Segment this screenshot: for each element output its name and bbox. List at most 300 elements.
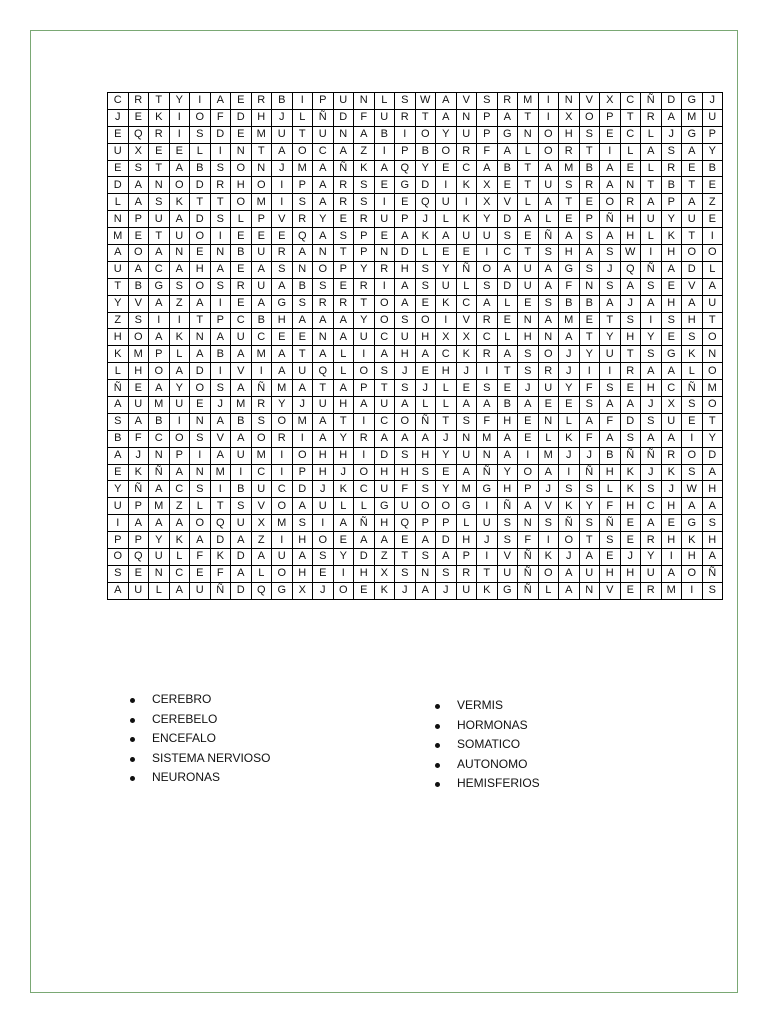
grid-cell: A [497, 346, 518, 363]
grid-cell: L [702, 261, 723, 278]
grid-cell: E [559, 397, 580, 414]
grid-cell: U [374, 211, 395, 228]
grid-cell: J [661, 126, 682, 143]
grid-cell: A [231, 380, 252, 397]
grid-cell: G [497, 126, 518, 143]
grid-cell: G [682, 93, 703, 110]
grid-cell: N [477, 447, 498, 464]
grid-cell: A [210, 413, 231, 430]
grid-cell: A [251, 261, 272, 278]
grid-cell: N [354, 93, 375, 110]
grid-cell: E [231, 261, 252, 278]
grid-cell: N [190, 329, 211, 346]
grid-cell: N [620, 177, 641, 194]
grid-cell: A [702, 464, 723, 481]
grid-cell: C [169, 565, 190, 582]
grid-cell: A [395, 430, 416, 447]
grid-cell: O [272, 565, 293, 582]
grid-cell: Y [661, 211, 682, 228]
grid-cell: B [128, 278, 149, 295]
grid-cell: S [108, 413, 129, 430]
grid-cell: S [415, 261, 436, 278]
grid-cell: L [436, 397, 457, 414]
grid-cell: B [374, 126, 395, 143]
grid-cell: Ñ [538, 228, 559, 245]
grid-cell: S [497, 228, 518, 245]
grid-cell: T [497, 363, 518, 380]
grid-cell: O [559, 532, 580, 549]
grid-cell: E [149, 143, 170, 160]
grid-cell: I [477, 498, 498, 515]
grid-cell: S [190, 481, 211, 498]
grid-cell: S [333, 228, 354, 245]
grid-cell: H [333, 397, 354, 414]
grid-cell: I [210, 228, 231, 245]
grid-row [108, 228, 723, 245]
grid-cell: I [272, 532, 293, 549]
grid-cell: A [190, 295, 211, 312]
grid-cell: O [251, 177, 272, 194]
grid-cell: Ñ [559, 515, 580, 532]
grid-cell: E [518, 413, 539, 430]
grid-cell: S [641, 346, 662, 363]
grid-cell: C [456, 160, 477, 177]
grid-cell: N [149, 565, 170, 582]
grid-cell: R [272, 245, 293, 262]
grid-cell: A [108, 582, 129, 599]
grid-cell: O [374, 312, 395, 329]
grid-cell: S [661, 312, 682, 329]
grid-cell: S [477, 278, 498, 295]
grid-cell: Ñ [415, 413, 436, 430]
grid-cell: C [251, 329, 272, 346]
grid-cell: H [641, 380, 662, 397]
grid-cell: N [313, 329, 334, 346]
grid-cell: J [559, 447, 580, 464]
grid-cell: D [292, 481, 313, 498]
grid-cell: K [108, 346, 129, 363]
grid-cell: U [682, 211, 703, 228]
grid-cell: E [497, 380, 518, 397]
grid-cell: L [641, 228, 662, 245]
grid-cell: U [231, 515, 252, 532]
grid-cell: J [333, 464, 354, 481]
grid-cell: Ñ [477, 464, 498, 481]
grid-cell: G [682, 126, 703, 143]
grid-cell: P [354, 380, 375, 397]
grid-cell: A [354, 397, 375, 414]
grid-cell: E [579, 194, 600, 211]
grid-cell: X [456, 329, 477, 346]
grid-cell: P [169, 447, 190, 464]
grid-cell: R [354, 278, 375, 295]
grid-row [108, 109, 723, 126]
word-list-left [128, 690, 270, 788]
grid-cell: A [579, 549, 600, 566]
grid-cell: A [538, 261, 559, 278]
grid-cell: T [149, 93, 170, 110]
grid-cell: Y [497, 464, 518, 481]
grid-cell: H [661, 498, 682, 515]
grid-cell: I [190, 447, 211, 464]
grid-cell: E [395, 194, 416, 211]
word-item: ENCEFALO [128, 729, 270, 749]
grid-cell: R [128, 93, 149, 110]
grid-cell: S [579, 228, 600, 245]
grid-cell: S [292, 515, 313, 532]
grid-cell: R [374, 261, 395, 278]
grid-cell: N [149, 447, 170, 464]
grid-cell: U [149, 211, 170, 228]
grid-cell: N [190, 413, 211, 430]
grid-cell: U [272, 549, 293, 566]
grid-cell: J [415, 211, 436, 228]
grid-cell: U [251, 278, 272, 295]
grid-cell: U [579, 565, 600, 582]
grid-cell: S [354, 194, 375, 211]
grid-cell: T [682, 177, 703, 194]
grid-cell: F [600, 498, 621, 515]
grid-cell: H [395, 464, 416, 481]
grid-cell: H [251, 109, 272, 126]
grid-cell: L [354, 498, 375, 515]
grid-cell: A [169, 464, 190, 481]
grid-cell: K [620, 481, 641, 498]
grid-cell: L [415, 397, 436, 414]
grid-cell: S [682, 329, 703, 346]
grid-cell: R [641, 582, 662, 599]
grid-cell: A [210, 447, 231, 464]
grid-cell: B [251, 312, 272, 329]
grid-cell: O [682, 447, 703, 464]
grid-cell: P [354, 245, 375, 262]
grid-cell: N [538, 329, 559, 346]
grid-cell: L [518, 143, 539, 160]
grid-cell: P [251, 211, 272, 228]
grid-cell: C [251, 464, 272, 481]
grid-cell: E [600, 126, 621, 143]
word-item: CEREBELO [128, 710, 270, 730]
grid-cell: U [313, 397, 334, 414]
grid-cell: U [538, 380, 559, 397]
grid-cell: O [333, 582, 354, 599]
grid-cell: A [559, 329, 580, 346]
grid-cell: F [600, 413, 621, 430]
grid-cell: E [272, 228, 293, 245]
grid-cell: F [395, 481, 416, 498]
grid-cell: R [354, 430, 375, 447]
grid-cell: K [415, 228, 436, 245]
grid-cell: L [231, 211, 252, 228]
grid-cell: U [456, 126, 477, 143]
grid-cell: J [456, 363, 477, 380]
grid-cell: M [559, 160, 580, 177]
grid-cell: V [456, 312, 477, 329]
grid-cell: T [579, 143, 600, 160]
grid-cell: L [190, 143, 211, 160]
grid-cell: A [661, 363, 682, 380]
grid-cell: H [436, 363, 457, 380]
grid-cell: J [128, 447, 149, 464]
grid-cell: T [108, 278, 129, 295]
grid-cell: S [559, 177, 580, 194]
grid-cell: S [108, 565, 129, 582]
grid-row [108, 498, 723, 515]
grid-cell: E [436, 245, 457, 262]
grid-row [108, 447, 723, 464]
grid-cell: A [641, 194, 662, 211]
grid-cell: O [682, 245, 703, 262]
grid-cell: A [641, 295, 662, 312]
grid-cell: E [600, 549, 621, 566]
grid-cell: N [190, 464, 211, 481]
grid-cell: H [333, 447, 354, 464]
grid-cell: I [538, 532, 559, 549]
grid-cell: A [374, 532, 395, 549]
grid-cell: H [682, 312, 703, 329]
grid-cell: S [682, 464, 703, 481]
grid-cell: Z [169, 498, 190, 515]
grid-cell: N [292, 261, 313, 278]
grid-cell: A [600, 430, 621, 447]
grid-cell: T [251, 143, 272, 160]
grid-row [108, 380, 723, 397]
grid-cell: S [149, 194, 170, 211]
grid-cell: I [149, 312, 170, 329]
grid-cell: P [210, 312, 231, 329]
grid-cell: U [436, 194, 457, 211]
grid-cell: B [702, 160, 723, 177]
grid-cell: H [559, 126, 580, 143]
grid-cell: M [272, 515, 293, 532]
grid-cell: A [579, 245, 600, 262]
grid-cell: B [108, 430, 129, 447]
grid-cell: Ñ [620, 447, 641, 464]
grid-cell: U [702, 109, 723, 126]
grid-cell: T [641, 177, 662, 194]
grid-cell: A [231, 346, 252, 363]
grid-row [108, 329, 723, 346]
grid-cell: O [415, 312, 436, 329]
grid-cell: D [210, 532, 231, 549]
grid-cell: S [128, 160, 149, 177]
grid-cell: L [333, 498, 354, 515]
grid-cell: M [292, 413, 313, 430]
grid-cell: S [395, 380, 416, 397]
grid-cell: S [415, 464, 436, 481]
grid-cell: I [641, 312, 662, 329]
grid-cell: S [538, 515, 559, 532]
grid-row [108, 430, 723, 447]
grid-cell: M [251, 194, 272, 211]
grid-cell: I [210, 143, 231, 160]
grid-cell: U [251, 245, 272, 262]
grid-cell: A [128, 261, 149, 278]
grid-cell: S [579, 126, 600, 143]
grid-cell: A [600, 177, 621, 194]
grid-cell: I [682, 582, 703, 599]
grid-cell: E [497, 177, 518, 194]
grid-cell: Ñ [518, 549, 539, 566]
grid-cell: M [231, 397, 252, 414]
grid-cell: Y [477, 211, 498, 228]
grid-cell: K [559, 498, 580, 515]
word-item: SISTEMA NERVIOSO [128, 749, 270, 769]
grid-cell: I [538, 109, 559, 126]
grid-cell: D [190, 211, 211, 228]
grid-cell: A [313, 160, 334, 177]
grid-cell: T [518, 177, 539, 194]
grid-row [108, 177, 723, 194]
grid-cell: S [661, 143, 682, 160]
grid-cell: L [456, 515, 477, 532]
grid-cell: J [641, 464, 662, 481]
grid-cell: T [333, 245, 354, 262]
grid-cell: S [497, 515, 518, 532]
grid-cell: A [661, 565, 682, 582]
grid-cell: O [600, 194, 621, 211]
grid-cell: B [231, 413, 252, 430]
grid-cell: H [292, 565, 313, 582]
grid-cell: K [149, 109, 170, 126]
grid-cell: S [292, 194, 313, 211]
grid-cell: K [682, 346, 703, 363]
grid-cell: C [477, 329, 498, 346]
grid-cell: L [436, 211, 457, 228]
grid-cell: X [374, 565, 395, 582]
grid-cell: R [620, 363, 641, 380]
grid-cell: A [477, 295, 498, 312]
grid-cell: E [497, 312, 518, 329]
grid-cell: T [292, 126, 313, 143]
grid-cell: R [251, 93, 272, 110]
grid-cell: Y [272, 397, 293, 414]
grid-cell: D [497, 278, 518, 295]
grid-cell: O [108, 549, 129, 566]
grid-cell: A [477, 397, 498, 414]
grid-cell: A [292, 245, 313, 262]
grid-cell: A [333, 515, 354, 532]
grid-cell: C [354, 481, 375, 498]
grid-row [108, 582, 723, 599]
grid-cell: A [190, 346, 211, 363]
grid-cell: Z [374, 549, 395, 566]
grid-cell: N [415, 565, 436, 582]
grid-cell: S [210, 380, 231, 397]
grid-cell: T [190, 194, 211, 211]
grid-cell: K [374, 582, 395, 599]
grid-cell: E [682, 413, 703, 430]
grid-cell: Y [169, 93, 190, 110]
grid-cell: E [702, 211, 723, 228]
grid-cell: S [579, 515, 600, 532]
grid-cell: O [292, 143, 313, 160]
grid-cell: A [497, 447, 518, 464]
grid-cell: Ñ [702, 565, 723, 582]
grid-cell: V [251, 498, 272, 515]
grid-cell: P [149, 346, 170, 363]
grid-cell: J [272, 160, 293, 177]
grid-cell: A [313, 194, 334, 211]
grid-cell: O [149, 363, 170, 380]
grid-cell: Ñ [333, 160, 354, 177]
grid-cell: Ñ [600, 211, 621, 228]
grid-cell: S [456, 413, 477, 430]
grid-cell: O [128, 245, 149, 262]
grid-cell: P [292, 177, 313, 194]
grid-cell: T [354, 295, 375, 312]
grid-cell: A [436, 93, 457, 110]
grid-cell: S [477, 380, 498, 397]
grid-cell: T [374, 380, 395, 397]
grid-cell: A [538, 278, 559, 295]
grid-cell: Ñ [210, 582, 231, 599]
grid-cell: H [128, 363, 149, 380]
grid-cell: I [374, 194, 395, 211]
grid-cell: S [538, 295, 559, 312]
grid-cell: C [231, 312, 252, 329]
grid-cell: E [231, 228, 252, 245]
grid-cell: Y [641, 329, 662, 346]
grid-cell: I [702, 228, 723, 245]
grid-cell: U [333, 93, 354, 110]
grid-cell: T [149, 228, 170, 245]
grid-cell: T [436, 413, 457, 430]
grid-cell: S [374, 363, 395, 380]
grid-cell: I [210, 295, 231, 312]
grid-cell: F [518, 532, 539, 549]
word-search-grid [107, 92, 723, 600]
grid-cell: K [128, 464, 149, 481]
grid-cell: A [620, 278, 641, 295]
grid-cell: A [456, 397, 477, 414]
grid-cell: X [477, 194, 498, 211]
grid-cell: H [354, 565, 375, 582]
grid-cell: S [415, 549, 436, 566]
grid-cell: A [128, 515, 149, 532]
grid-cell: N [231, 143, 252, 160]
grid-cell: M [456, 481, 477, 498]
grid-cell: O [415, 126, 436, 143]
grid-cell: P [333, 261, 354, 278]
grid-cell: A [415, 346, 436, 363]
grid-cell: J [641, 397, 662, 414]
grid-cell: H [559, 245, 580, 262]
grid-row [108, 397, 723, 414]
grid-cell: O [354, 363, 375, 380]
grid-cell: I [436, 312, 457, 329]
grid-cell: D [620, 413, 641, 430]
grid-cell: A [641, 515, 662, 532]
grid-cell: N [108, 211, 129, 228]
grid-cell: M [251, 447, 272, 464]
grid-row [108, 211, 723, 228]
grid-cell: O [292, 447, 313, 464]
grid-cell: J [210, 397, 231, 414]
grid-cell: S [579, 481, 600, 498]
grid-cell: I [354, 346, 375, 363]
grid-cell: L [149, 582, 170, 599]
grid-cell: U [128, 397, 149, 414]
grid-cell: I [169, 126, 190, 143]
grid-cell: O [579, 109, 600, 126]
grid-cell: D [682, 261, 703, 278]
grid-cell: M [538, 447, 559, 464]
grid-cell: I [292, 430, 313, 447]
grid-cell: R [395, 109, 416, 126]
grid-cell: A [600, 228, 621, 245]
grid-cell: K [169, 329, 190, 346]
